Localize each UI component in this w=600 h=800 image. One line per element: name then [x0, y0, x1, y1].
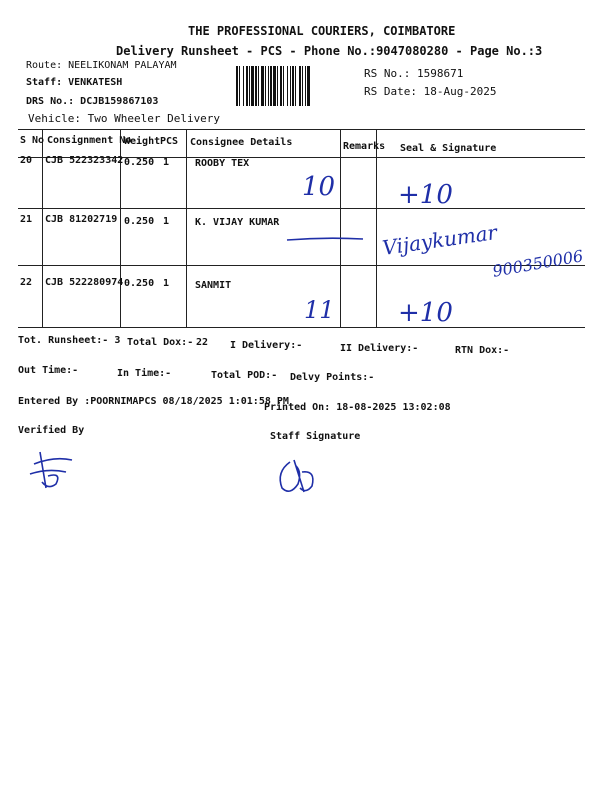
total-dox-label: Total Dox:- [127, 337, 194, 348]
barcode-bar [283, 66, 284, 106]
barcode-bar [246, 66, 248, 106]
barcode-bar [292, 66, 294, 106]
ii-delivery-label: II Delivery:- [340, 343, 419, 354]
table-top-line [18, 129, 585, 130]
rs-date: RS Date: 18-Aug-2025 [364, 85, 497, 98]
barcode-bar [265, 66, 266, 106]
barcode-bar [287, 66, 288, 106]
delvy-points-label: Delvy Points:- [290, 372, 375, 383]
barcode-bar [295, 66, 296, 106]
barcode-bar [305, 66, 306, 106]
total-dox-value: 22 [196, 337, 209, 348]
staff-signature [272, 452, 322, 498]
total-runsheet: Tot. Runsheet:- 3 [18, 335, 121, 346]
row-consignment: CJB 522280974 [45, 277, 124, 288]
barcode-bar [255, 66, 257, 106]
handwritten-remark: 11 [304, 296, 335, 324]
in-time-label: In Time:- [117, 368, 172, 379]
barcode-bar [268, 66, 269, 106]
row-weight: 0.250 [124, 157, 155, 168]
row-pcs: 1 [163, 278, 170, 289]
barcode-bar [302, 66, 303, 106]
verifier-signature [26, 446, 82, 492]
barcode-image [236, 66, 356, 106]
barcode-bar [307, 66, 310, 106]
row-weight: 0.250 [124, 278, 155, 289]
table-bottom-line [18, 327, 585, 328]
handwritten-seal: +10 [398, 298, 453, 328]
col-header-remarks: Remarks [343, 141, 386, 152]
col-divider [42, 129, 43, 327]
barcode-bar [239, 66, 240, 106]
handwritten-phone-note: 900350006 [491, 246, 585, 281]
barcode-bar [277, 66, 278, 106]
col-divider [340, 129, 341, 327]
barcode-bar [251, 66, 254, 106]
i-delivery-label: I Delivery:- [230, 340, 303, 351]
row-sno: 20 [20, 155, 33, 166]
row-pcs: 1 [163, 216, 170, 227]
staff-label: Staff: VENKATESH [26, 77, 123, 88]
barcode-bar [280, 66, 282, 106]
row-consignment: CJB 81202719 [45, 214, 118, 225]
barcode-bar [258, 66, 259, 106]
company-name: THE PROFESSIONAL COURIERS, COIMBATORE [188, 24, 456, 38]
row-consignee: K. VIJAY KUMAR [195, 217, 280, 228]
row-weight: 0.250 [124, 216, 155, 227]
col-header-sno: S No [20, 135, 45, 146]
row-consignment: CJB 522323342 [45, 155, 124, 166]
barcode-bar [236, 66, 238, 106]
col-divider [376, 129, 377, 327]
handwritten-signature: Vijaykumar [380, 220, 499, 260]
runsheet-subtitle: Delivery Runsheet - PCS - Phone No.:9047080280 - Page No.:3 [116, 44, 543, 58]
handwritten-remark: 10 [302, 172, 336, 202]
rs-number: RS No.: 1598671 [364, 67, 464, 80]
barcode-bar [270, 66, 272, 106]
handwritten-dash [285, 234, 365, 244]
col-divider [186, 129, 187, 327]
row-sno: 21 [20, 214, 33, 225]
barcode-bar [243, 66, 244, 106]
row-consignee: SANMIT [195, 280, 232, 291]
row-divider [18, 208, 585, 209]
barcode-bar [249, 66, 250, 106]
barcode-bar [299, 66, 301, 106]
row-consignee: ROOBY TEX [195, 158, 250, 169]
handwritten-seal: +10 [398, 180, 453, 210]
barcode-bar [261, 66, 264, 106]
col-header-seal: Seal & Signature [400, 143, 497, 154]
vehicle-label: Vehicle: Two Wheeler Delivery [28, 112, 221, 125]
verified-by-label: Verified By [18, 425, 85, 436]
col-header-weight: Weight [124, 136, 161, 147]
out-time-label: Out Time:- [18, 365, 79, 376]
row-pcs: 1 [163, 157, 170, 168]
barcode-bar [290, 66, 291, 106]
drs-number: DRS No.: DCJB159867103 [26, 96, 159, 107]
route-label: Route: NEELIKONAM PALAYAM [26, 60, 177, 71]
entered-by: Entered By :POORNIMAPCS 08/18/2025 1:01:58 PM [18, 396, 289, 407]
row-sno: 22 [20, 277, 33, 288]
staff-signature-label: Staff Signature [270, 431, 361, 442]
printed-on: Printed On: 18-08-2025 13:02:08 [264, 402, 451, 413]
rtn-dox-label: RTN Dox:- [455, 345, 510, 356]
col-header-consignment: Consignment No [47, 135, 132, 146]
barcode-bar [273, 66, 276, 106]
col-header-pcs: PCS [160, 136, 179, 147]
col-header-consignee: Consignee Details [190, 137, 293, 148]
total-pod-label: Total POD:- [211, 370, 278, 381]
